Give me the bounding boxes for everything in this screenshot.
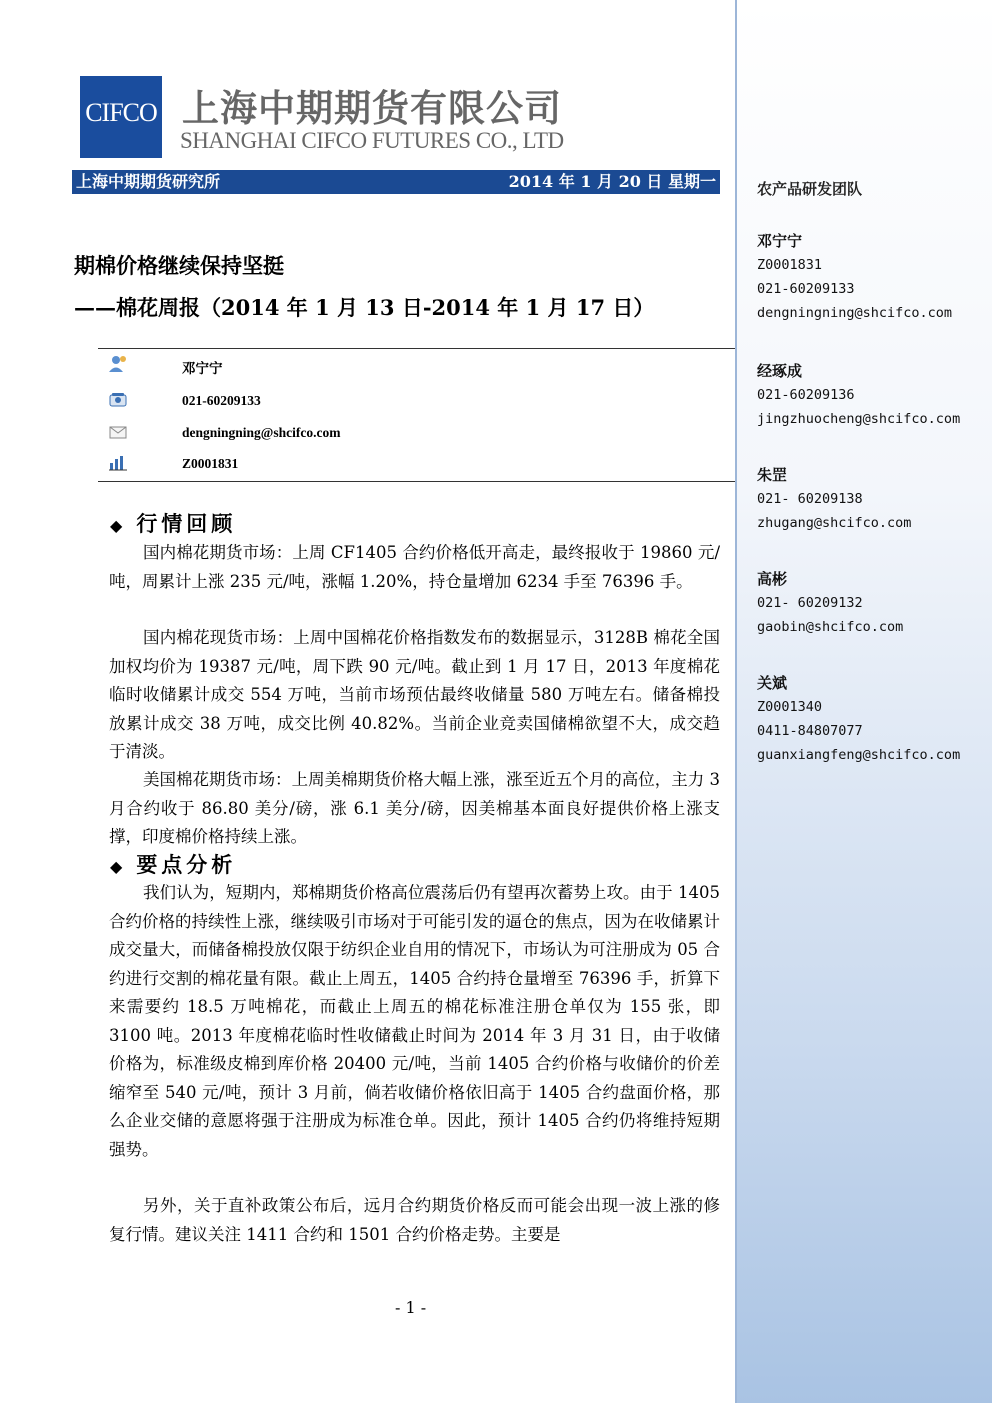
author-license: Z0001831: [182, 456, 239, 471]
report-title: 期棉价格继续保持坚挺: [74, 253, 284, 278]
author-phone: 021-60209133: [182, 393, 261, 408]
section-heading-text: 要点分析: [136, 852, 237, 877]
company-name-cn: 上海中期期货有限公司: [182, 87, 562, 130]
institute-name: 上海中期期货研究所: [76, 172, 221, 191]
paragraph: 国内棉花现货市场：上周中国棉花价格指数发布的数据显示，3128B 棉花全国加权均价为 19387 元/吨，周下跌 90 元/吨。截止到 1 月 17 日，2013 年度棉花临时收储累计成交 554 万吨，当前市场预估最终收储量 580 万吨左右。储备棉投放累计成交 38 万吨，成交比例 40.82%。当前企业竞卖国储棉欲望不大，成交趋于清淡。: [109, 628, 720, 761]
divider: [98, 348, 735, 349]
team-title: 农产品研发团队: [757, 180, 863, 198]
contact-card: [757, 672, 960, 771]
contact-card: [757, 230, 952, 329]
contact-line: Z0001340: [757, 699, 823, 715]
logo-text: CIFCO: [85, 98, 157, 127]
contact-email[interactable]: zhugang@shcifco.com: [757, 515, 912, 531]
contact-line: Z0001831: [757, 257, 823, 273]
contact-name: 关斌: [757, 674, 788, 692]
contact-name: 经琢成: [757, 362, 803, 380]
email-icon: [108, 422, 128, 442]
contact-name: 高彬: [757, 570, 788, 588]
contact-name: 朱罡: [757, 466, 788, 484]
phone-icon: [108, 390, 128, 410]
contact-email[interactable]: gaobin@shcifco.com: [757, 619, 904, 635]
paragraph: 美国棉花期货市场：上周美棉期货价格大幅上涨，涨至近五个月的高位，主力 3 月合约收于 86.80 美分/磅，涨 6.1 美分/磅，因美棉基本面良好提供价格上涨支撑，印度棉价格持续上涨。: [109, 770, 720, 846]
diamond-bullet-icon: ◆: [110, 516, 123, 535]
contact-card: [757, 568, 903, 643]
section-heading: [110, 849, 236, 879]
license-icon: [108, 453, 128, 473]
company-name-en: SHANGHAI CIFCO FUTURES CO., LTD: [180, 128, 564, 153]
section-heading: [110, 508, 236, 538]
contact-line: 021- 60209138: [757, 491, 863, 507]
header-bar: [72, 170, 720, 194]
divider: [98, 481, 735, 482]
contact-line: 021- 60209132: [757, 595, 863, 611]
author-email[interactable]: dengningning@shcifco.com: [182, 425, 341, 440]
person-icon: [108, 354, 128, 374]
contact-email[interactable]: dengningning@shcifco.com: [757, 305, 953, 321]
paragraph: 国内棉花期货市场：上周 CF1405 合约价格低开高走，最终报收于 19860 元/吨，周累计上涨 235 元/吨，涨幅 1.20%，持仓量增加 6234 手至 76396 手。: [109, 543, 720, 591]
contact-line: 0411-84807077: [757, 723, 863, 739]
report-subtitle: ——棉花周报（2014 年 1 月 13 日-2014 年 1 月 17 日）: [74, 295, 655, 320]
contact-name: 邓宁宁: [757, 232, 803, 250]
contact-card: [757, 464, 911, 539]
contact-email[interactable]: jingzhuocheng@shcifco.com: [757, 411, 961, 427]
contact-line: 021-60209136: [757, 387, 855, 403]
paragraph: 我们认为，短期内，郑棉期货价格高位震荡后仍有望再次蓄势上攻。由于 1405 合约价格的持续性上涨，继续吸引市场对于可能引发的逼仓的焦点，因为在收储累计成交量大，而储备棉投放仅限于纺织企业自用的情况下，市场认为可注册成为 05 合约进行交割的棉花量有限。截止上周五，1405 合约持仓量增至 76396 手，折算下来需要约 18.5 万吨棉花，而截止上周五的棉花标准注册仓单仅为 155 张，即 3100 吨。2013 年度棉花临时性收储截止时间为 2014 年 3 月 31 日，由于收储价格为，标准级皮棉到库价格 20400 元/吨，当前 1405 合约价格与收储价的价差缩窄至 540 元/吨，预计 3 月前，倘若收储价格依旧高于 1405 合约盘面价格，那么企业交储的意愿将强于注册成为标准仓单。因此，预计 1405 合约仍将维持短期强势。: [109, 883, 720, 1159]
contact-line: 021-60209133: [757, 281, 855, 297]
report-date: 2014 年 1 月 20 日 星期一: [508, 172, 716, 191]
contact-card: [757, 360, 960, 435]
page-number: - 1 -: [395, 1298, 427, 1317]
sidebar: [735, 0, 992, 1403]
diamond-bullet-icon: ◆: [110, 857, 123, 876]
paragraph: 另外，关于直补政策公布后，远月合约期货价格反而可能会出现一波上涨的修复行情。建议关注 1411 合约和 1501 合约价格走势。主要是: [109, 1196, 720, 1244]
section-heading-text: 行情回顾: [136, 511, 237, 536]
contact-email[interactable]: guanxiangfeng@shcifco.com: [757, 747, 961, 763]
author-name: 邓宁宁: [182, 361, 223, 376]
